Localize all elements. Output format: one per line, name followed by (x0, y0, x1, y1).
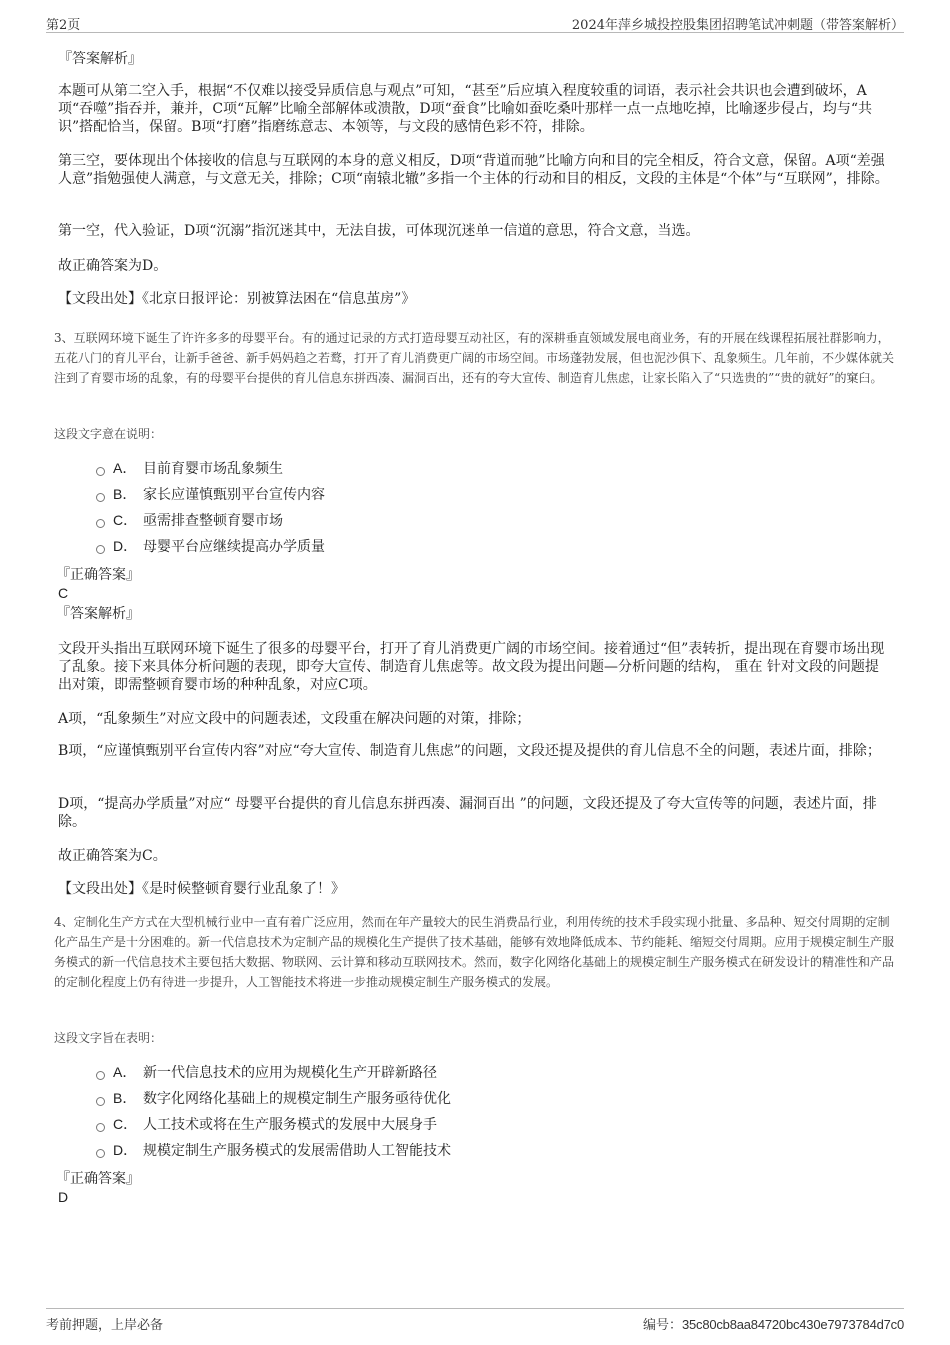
q4-option-d[interactable]: D． 规模定制生产服务模式的发展需借助人工智能技术 (96, 1137, 451, 1163)
radio-icon[interactable] (96, 1149, 105, 1158)
page-number: 第2页 (46, 18, 81, 33)
footer-code: 编号：35c80cb8aa84720bc430e7973784d7c0 (642, 1317, 904, 1333)
q3-correct-answer: C (58, 585, 69, 601)
q2-analysis-label: 『答案解析』 (58, 51, 142, 67)
radio-icon[interactable] (96, 493, 105, 502)
document-title: 2024年萍乡城投控股集团招聘笔试冲刺题（带答案解析） (571, 18, 904, 33)
q4-option-a[interactable]: A． 新一代信息技术的应用为规模化生产开辟新路径 (96, 1059, 451, 1085)
q3-source: 【文段出处】《是时候整顿育婴行业乱象了！》 (58, 881, 345, 897)
q3-analysis-para-4: D项，“提高办学质量”对应“ 母婴平台提供的育儿信息东拼西凑、漏洞百出 ”的问题，文段还提及了夸大宣传等的问题，表述片面，排除。 (58, 796, 877, 830)
q4-correct-answer: D (58, 1189, 69, 1205)
q4-option-c[interactable]: C． 人工技术或将在生产服务模式的发展中大展身手 (96, 1111, 451, 1137)
radio-icon[interactable] (96, 519, 105, 528)
q3-option-d[interactable]: D． 母婴平台应继续提高办学质量 (96, 533, 325, 559)
q4-stem: 4、定制化生产方式在大型机械行业中一直有着广泛应用，然而在年产量较大的民生消费品行业，利用传统的技术手段实现小批量、多品种、短交付周期的定制化产品生产是十分困难的。新一代信息技术为定制产品的规模化生产提供了技术基础，能够有效地降低成本、节约能耗、缩短交付周期。应用于规模定制生产服务模式的新一代信息技术主要包括大数据、物联网、云计算和移动互联网技术。然而，数字化网络化基础上的规模定制生产服务模式在研发设计的精准性和产品的定制化程度上仍有待进一步提升，人工智能技术将进一步推动规模定制生产服务模式的发展。 (54, 915, 895, 989)
radio-icon[interactable] (96, 1123, 105, 1132)
radio-icon[interactable] (96, 545, 105, 554)
q3-analysis-para-2: A项，“乱象频生”对应文段中的问题表述，文段重在解决问题的对策，排除； (58, 711, 531, 727)
q4-prompt: 这段文字旨在表明： (54, 1031, 163, 1045)
q3-prompt: 这段文字意在说明： (54, 427, 163, 441)
q3-analysis-para-1: 文段开头指出互联网环境下诞生了很多的母婴平台，打开了育儿消费更广阔的市场空间。接着通过“但”表转折，提出现在育婴市场出现了乱象。接下来具体分析问题的表现，即夸大宣传、制造育儿焦虑等。故文段为提出问题—分析问题的结构， 重在 针对文段的问题提出对策，即需整顿育婴市场的种种乱象，对应C项。 (58, 641, 885, 693)
radio-icon[interactable] (96, 467, 105, 476)
radio-icon[interactable] (96, 1071, 105, 1080)
q4-options (96, 1059, 451, 1163)
q3-analysis-label: 『答案解析』 (56, 606, 140, 622)
q2-analysis-para-1: 本题可从第二空入手，根据“不仅难以接受异质信息与观点”可知，“甚至”后应填入程度较重的词语，表示社会共识也会遭到破坏，A项“吞噬”指吞并，兼并，C项“瓦解”比喻全部解体或溃散，D项“蚕食”比喻如蚕吃桑叶那样一点一点地吃掉，比喻逐步侵占，均与“共识”搭配恰当，保留。B项“打磨”指磨练意志、本领等，与文段的感情色彩不符，排除。 (58, 83, 873, 135)
q3-options (96, 455, 325, 559)
q3-option-c[interactable]: C． 亟需排查整顿育婴市场 (96, 507, 325, 533)
q4-option-b[interactable]: B． 数字化网络化基础上的规模定制生产服务亟待优化 (96, 1085, 451, 1111)
page-footer (46, 1308, 904, 1331)
q3-option-a[interactable]: A． 目前育婴市场乱象频生 (96, 455, 325, 481)
q3-analysis-para-5: 故正确答案为C。 (58, 848, 167, 864)
q3-analysis-para-3: B项，“应谨慎甄别平台宣传内容”对应“夸大宣传、制造育儿焦虑”的问题，文段还提及提供的育儿信息不全的问题，表述片面，排除； (58, 743, 881, 759)
radio-icon[interactable] (96, 1097, 105, 1106)
q2-analysis-para-4: 故正确答案为D。 (58, 258, 168, 274)
q3-correct-label: 『正确答案』 (56, 567, 140, 583)
q2-analysis-para-3: 第一空，代入验证，D项“沉溺”指沉迷其中，无法自拔，可体现沉迷单一信道的意思，符合文意，当选。 (58, 223, 700, 239)
q4-correct-label: 『正确答案』 (56, 1171, 140, 1187)
footer-note: 考前押题，上岸必备 (46, 1318, 164, 1333)
q3-option-b[interactable]: B． 家长应谨慎甄别平台宣传内容 (96, 481, 325, 507)
page-header (46, 12, 904, 33)
q3-stem: 3、互联网环境下诞生了许许多多的母婴平台。有的通过记录的方式打造母婴互动社区，有的深耕垂直领域发展电商业务，有的开展在线课程拓展社群影响力，五花八门的育儿平台，让新手爸爸、新手妈妈趋之若鹜，打开了育儿消费更广阔的市场空间。市场蓬勃发展，但也泥沙俱下、乱象频生。几年前，不少媒体就关注到了育婴市场的乱象，有的母婴平台提供的育儿信息东拼西凑、漏洞百出，还有的夸大宣传、制造育儿焦虑，让家长陷入了“只选贵的”“贵的就好”的窠臼。 (54, 331, 895, 385)
q2-source: 【文段出处】《北京日报评论：别被算法困在“信息茧房”》 (58, 291, 416, 307)
q2-analysis-para-2: 第三空，要体现出个体接收的信息与互联网的本身的意义相反，D项“背道而驰”比喻方向和目的完全相反，符合文意，保留。A项“差强人意”指勉强使人满意，与文意无关，排除；C项“南辕北辙”多指一个主体的行动和目的相反，文段的主体是“个体”与“互联网”，排除。 (58, 153, 889, 187)
